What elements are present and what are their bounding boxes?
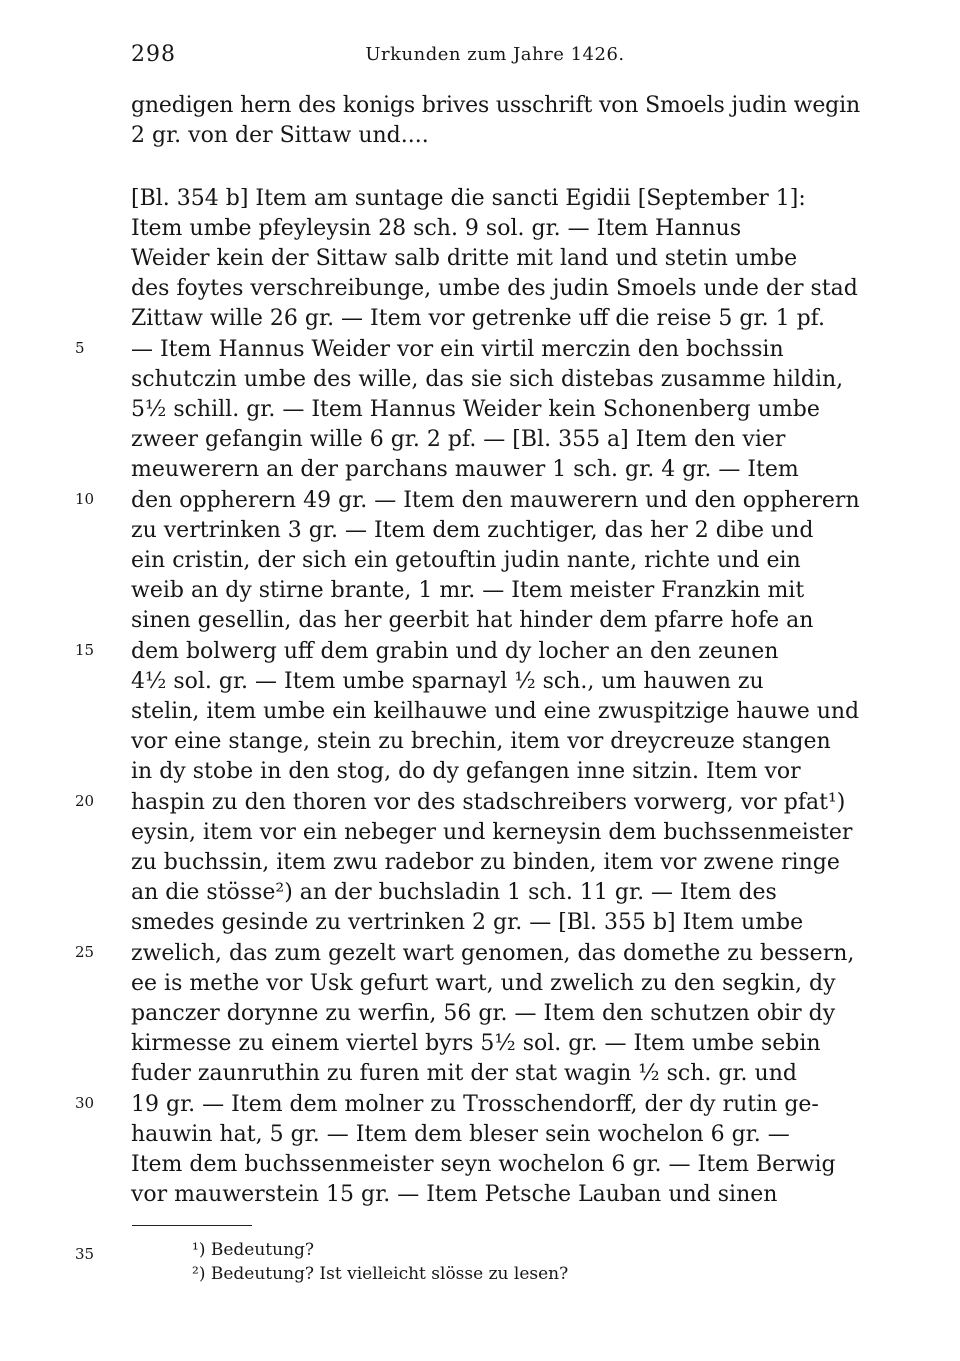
text-line: zu vertrinken 3 gr. — Item dem zuchtiger, das her 2 dibe und [131,517,814,543]
text-line: panczer dorynne zu werfin, 56 gr. — Item den schutzen obir dy [131,1001,836,1026]
text-line: ee is methe vor Usk gefurt wart, und zwelich zu den segkin, dy [131,970,836,996]
text-line: weib an dy stirne brante, 1 mr. — Item meister Franzkin mit [131,578,805,604]
text-line: zu buchssin, item zwu radebor zu binden, item vor zwene ringe [131,850,840,875]
line-number: 15 [75,640,95,659]
text-line: vor eine stange, stein zu brechin, item vor dreycreuze stangen [131,729,831,755]
text-line: haspin zu den thoren vor des stadschreibers vorwerg, vor pfat¹) [131,789,846,815]
line-number: 20 [75,791,95,810]
footnote-1: ¹) Bedeutung? [192,1240,315,1260]
blank-line [131,151,860,181]
text-line: Item umbe pfeyleysin 28 sch. 9 sol. gr. — Item Hannus [131,215,742,241]
line-number: 35 [75,1244,95,1263]
text-line: Zittaw wille 26 gr. — Item vor getrenke uff die reise 5 gr. 1 pf. [131,306,826,332]
text-line: zwelich, das zum gezelt wart genomen, das domethe zu bessern, [131,940,855,966]
text-line: — Item Hannus Weider vor ein virtil merczin den bochssin [131,336,784,362]
footnotes [192,1238,752,1286]
running-head: Urkunden zum Jahre 1426. [365,44,625,65]
text-line: den oppherern 49 gr. — Item den mauwerern und den oppherern [131,487,860,513]
text-line: gnedigen hern des konigs brives usschrift von Smoels judin wegin [131,93,860,118]
text-line: hauwin hat, 5 gr. — Item dem bleser sein wochelon 6 gr. — [131,1121,790,1147]
text-line: smedes gesinde zu vertrinken 2 gr. — [Bl. 355 b] Item umbe [131,910,804,936]
text-line: sinen gesellin, das her geerbit hat hinder dem pfarre hofe an [131,608,814,634]
text-line: des foytes verschreibunge, umbe des judin Smoels unde der stad [131,276,858,302]
text-line: zweer gefangin wille 6 gr. 2 pf. — [Bl. 355 a] Item den vier [131,427,786,453]
line-number: 10 [75,489,95,508]
text-line: schutczin umbe des wille, das sie sich distebas zusamme hildin, [131,366,844,392]
text-line: ein cristin, der sich ein getouftin judin nante, richte und ein [131,548,801,573]
text-line: an die stösse²) an der buchsladin 1 sch. 11 gr. — Item des [131,880,777,906]
line-number: 25 [75,942,95,961]
text-line: eysin, item vor ein nebeger und kerneysin dem buchssenmeister [131,819,853,845]
text-line: Weider kein der Sittaw salb dritte mit land und stetin umbe [131,246,798,271]
text-line: 19 gr. — Item dem molner zu Trosschendorff, der dy rutin ge- [131,1091,819,1117]
line-number: 30 [75,1093,95,1112]
line-number: 5 [75,338,85,357]
text-line: vor mauwerstein 15 gr. — Item Petsche Lauban und sinen [131,1182,778,1208]
text-line: meuwerern an der parchans mauwer 1 sch. gr. 4 gr. — Item [131,457,799,483]
text-line: in dy stobe in den stog, do dy gefangen inne sitzin. Item vor [131,759,801,785]
text-line: 5½ schill. gr. — Item Hannus Weider kein Schonenberg umbe [131,397,820,422]
text-line: dem bolwerg uff dem grabin und dy locher an den zeunen [131,638,779,664]
text-line: fuder zaunruthin zu furen mit der stat wagin ½ sch. gr. und [131,1061,797,1087]
text-line: [Bl. 354 b] Item am suntage die sancti Egidii [September 1]: [131,185,806,211]
footnote-rule [132,1225,252,1226]
text-line: 2 gr. von der Sittaw und.... [131,123,429,149]
text-line: 4½ sol. gr. — Item umbe sparnayl ½ sch., um hauwen zu [131,668,764,694]
page-number: 298 [131,42,176,67]
text-line: Item dem buchssenmeister seyn wochelon 6 gr. — Item Berwig [131,1152,836,1177]
footnote-2: ²) Bedeutung? Ist vielleicht slösse zu lesen? [192,1264,569,1284]
text-line: stelin, item umbe ein keilhauwe und eine zwuspitzige hauwe und [131,699,860,724]
text-line: kirmesse zu einem viertel byrs 5½ sol. gr. — Item umbe sebin [131,1031,821,1057]
